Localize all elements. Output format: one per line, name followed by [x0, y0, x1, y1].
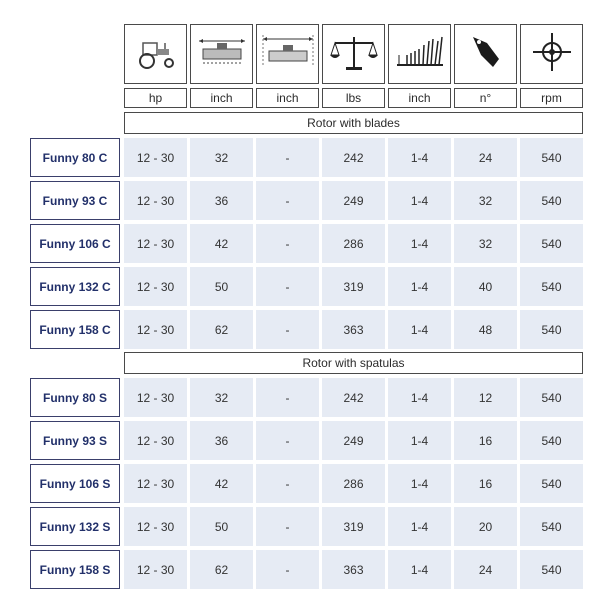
table-cell: 12 - 30 — [124, 550, 187, 589]
table-cell: 363 — [322, 310, 385, 349]
table-cell: 540 — [520, 378, 583, 417]
column-unit-label: hp — [124, 88, 187, 108]
section-title: Rotor with spatulas — [124, 352, 583, 374]
table-cell: 36 — [190, 421, 253, 460]
model-name-cell: Funny 106 C — [30, 224, 120, 263]
table-cell: 540 — [520, 550, 583, 589]
model-name-cell: Funny 80 C — [30, 138, 120, 177]
table-cell: 249 — [322, 181, 385, 220]
table-cell: 24 — [454, 550, 517, 589]
table-cell: 12 - 30 — [124, 224, 187, 263]
table-cell: 540 — [520, 421, 583, 460]
table-cell: 12 - 30 — [124, 267, 187, 306]
table-cell: 540 — [520, 464, 583, 503]
table-cell: 1-4 — [388, 224, 451, 263]
table-cell: 12 - 30 — [124, 138, 187, 177]
column-unit-label: inch — [190, 88, 253, 108]
column-unit-label: inch — [256, 88, 319, 108]
table-cell: - — [256, 310, 319, 349]
model-name-cell: Funny 106 S — [30, 464, 120, 503]
table-cell: 32 — [190, 378, 253, 417]
column-unit-label: n° — [454, 88, 517, 108]
column-icon-cell — [124, 24, 187, 84]
table-cell: 1-4 — [388, 550, 451, 589]
table-cell: 1-4 — [388, 421, 451, 460]
table-cell: 62 — [190, 310, 253, 349]
table-cell: 32 — [190, 138, 253, 177]
table-cell: 62 — [190, 550, 253, 589]
table-cell: 540 — [520, 224, 583, 263]
column-unit-label: inch — [388, 88, 451, 108]
table-cell: 1-4 — [388, 138, 451, 177]
table-cell: 1-4 — [388, 507, 451, 546]
table-cell: 42 — [190, 464, 253, 503]
column-icon-cell — [388, 24, 451, 84]
weight-scale-icon — [327, 29, 381, 80]
table-cell: - — [256, 421, 319, 460]
table-cell: 32 — [454, 181, 517, 220]
table-cell: 540 — [520, 138, 583, 177]
table-cell: 540 — [520, 310, 583, 349]
table-cell: 36 — [190, 181, 253, 220]
table-cell: 249 — [322, 421, 385, 460]
pto-shaft-icon — [525, 29, 579, 80]
model-name-cell: Funny 158 C — [30, 310, 120, 349]
model-name-cell: Funny 93 S — [30, 421, 120, 460]
table-cell: 48 — [454, 310, 517, 349]
column-icon-cell — [454, 24, 517, 84]
section-title: Rotor with blades — [124, 112, 583, 134]
table-cell: 50 — [190, 267, 253, 306]
table-cell: - — [256, 224, 319, 263]
table-cell: - — [256, 378, 319, 417]
table-cell: - — [256, 181, 319, 220]
table-cell: 32 — [454, 224, 517, 263]
table-cell: 319 — [322, 267, 385, 306]
table-cell: - — [256, 138, 319, 177]
table-cell: 242 — [322, 378, 385, 417]
model-name-cell: Funny 132 S — [30, 507, 120, 546]
table-cell: 1-4 — [388, 181, 451, 220]
model-name-cell: Funny 93 C — [30, 181, 120, 220]
table-cell: 16 — [454, 421, 517, 460]
table-cell: 12 - 30 — [124, 464, 187, 503]
table-cell: 12 - 30 — [124, 378, 187, 417]
table-cell: 286 — [322, 224, 385, 263]
table-cell: 12 - 30 — [124, 507, 187, 546]
table-cell: 1-4 — [388, 310, 451, 349]
table-cell: 1-4 — [388, 378, 451, 417]
table-cell: 12 — [454, 378, 517, 417]
table-cell: 16 — [454, 464, 517, 503]
table-cell: 12 - 30 — [124, 310, 187, 349]
blade-icon — [459, 29, 513, 80]
cutting-height-icon — [393, 29, 447, 80]
table-cell: 24 — [454, 138, 517, 177]
table-cell: 12 - 30 — [124, 421, 187, 460]
column-unit-label: lbs — [322, 88, 385, 108]
table-cell: - — [256, 507, 319, 546]
table-cell: 1-4 — [388, 464, 451, 503]
table-cell: - — [256, 267, 319, 306]
table-cell: - — [256, 464, 319, 503]
table-cell: - — [256, 550, 319, 589]
table-cell: 540 — [520, 267, 583, 306]
model-name-cell: Funny 158 S — [30, 550, 120, 589]
model-name-cell: Funny 80 S — [30, 378, 120, 417]
overall-width-icon — [261, 29, 315, 80]
table-cell: 20 — [454, 507, 517, 546]
column-unit-label: rpm — [520, 88, 583, 108]
table-cell: 319 — [322, 507, 385, 546]
tractor-icon — [129, 29, 183, 80]
model-name-cell: Funny 132 C — [30, 267, 120, 306]
column-icon-cell — [322, 24, 385, 84]
column-icon-cell — [190, 24, 253, 84]
table-cell: 42 — [190, 224, 253, 263]
column-icon-cell — [256, 24, 319, 84]
table-cell: 242 — [322, 138, 385, 177]
table-cell: 363 — [322, 550, 385, 589]
column-icon-cell — [520, 24, 583, 84]
table-cell: 540 — [520, 181, 583, 220]
table-cell: 1-4 — [388, 267, 451, 306]
table-cell: 50 — [190, 507, 253, 546]
working-width-icon — [195, 29, 249, 80]
table-cell: 286 — [322, 464, 385, 503]
table-cell: 540 — [520, 507, 583, 546]
table-cell: 40 — [454, 267, 517, 306]
table-cell: 12 - 30 — [124, 181, 187, 220]
